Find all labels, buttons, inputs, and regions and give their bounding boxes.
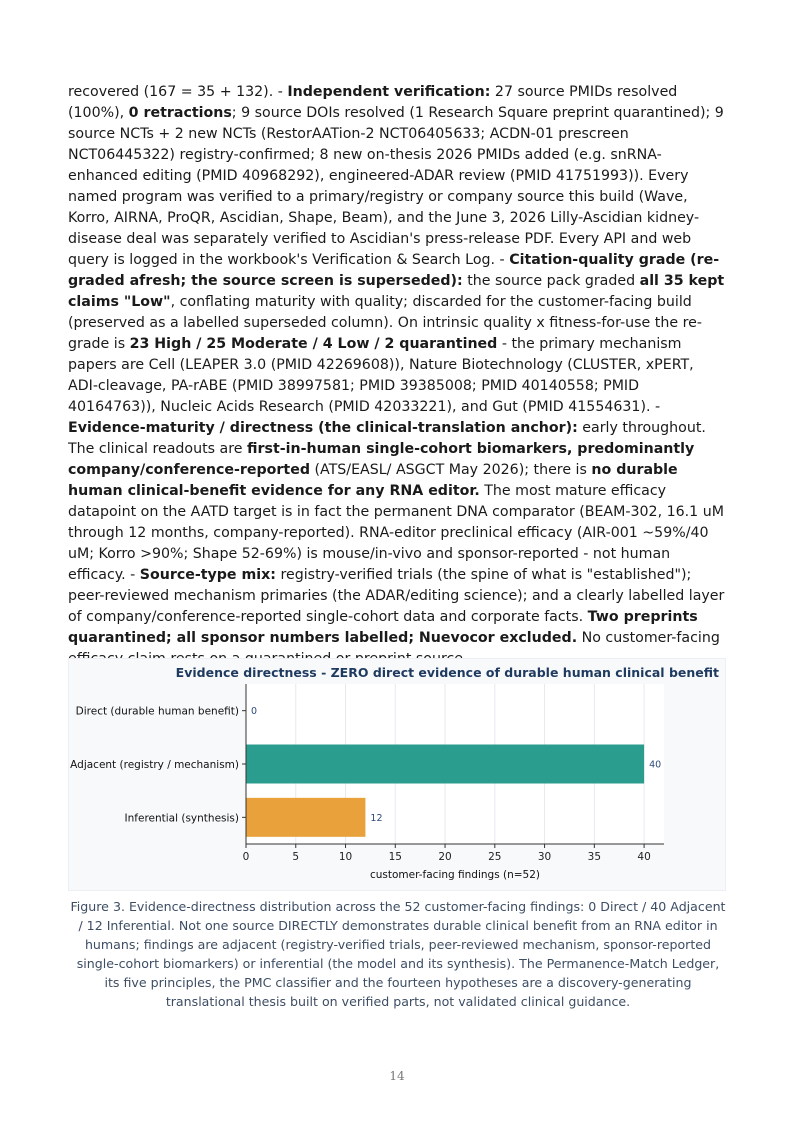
body-text-run: 27 source PMIDs resolved (100%), [68, 84, 678, 121]
body-bold-run: Source-type mix: [139, 567, 276, 583]
body-text-run: , conflating maturity with quality; discarded for the customer-facing build (preserved as a labelled superseded column). On intrinsic quality x fitness-for-use the re-grade is [68, 294, 702, 352]
body-bold-run: first-in-human single-cohort biomarkers, predominantly company/conference-reported [68, 441, 695, 478]
directness-bar-chart [69, 659, 727, 892]
y-tick-label: Direct (durable human benefit) [75, 705, 239, 718]
x-tick-label: 5 [292, 851, 300, 863]
body-bold-run: 23 High / 25 Moderate / 4 Low / 2 quarantined [129, 336, 498, 352]
body-text-run: No customer-facing [581, 630, 720, 646]
x-tick-label: 10 [338, 851, 353, 863]
body-text-run: recovered (167 = 35 + 132). - [68, 84, 288, 100]
body-bold-run: Two preprints quarantined; all sponsor numbers labelled; Nuevocor excluded. [68, 609, 698, 646]
data-label: 40 [649, 759, 662, 771]
body-bold-run: Independent verification: [287, 84, 491, 100]
x-tick-label: 20 [438, 851, 452, 863]
x-tick-label: 0 [242, 851, 250, 863]
body-text-run: The most mature efficacy datapoint on the AATD target is in fact the permanent DNA comparator (BEAM-302, 16.1 uM through 12 months, company-reported). RNA-editor preclinical efficacy (AIR-001 ~59%/40 uM; Korro >90%; Shape 52-69%) is mouse/in-vivo and sponsor-reported - not human efficacy. - [68, 483, 724, 583]
body-text-run: - the primary mechanism papers are Cell (LEAPER 3.0 (PMID 42269608)), Nature Biotechnology (CLUSTER, xPERT, ADI-cleavage, PA-rABE (PMID 38997581; PMID 39385008; PMID 40140558; PMID 40164763)), Nucleic Acids Research (PMID 42033221), and Gut (PMID 41554631). - [68, 336, 694, 415]
body-bold-run: no durable human clinical-benefit evidence for any RNA editor. [68, 462, 678, 499]
body-bold-run: all 35 kept claims "Low" [68, 273, 725, 310]
x-tick-label: 40 [637, 851, 651, 863]
body-text-run: ; 9 source DOIs resolved (1 Research Square preprint quarantined); 9 source NCTs + 2 new NCTs (RestorAATion-2 NCT06405633; ACDN-01 prescreen NCT06445322) registry-confirmed; 8 new on-thesis 2026 PMIDs added (e.g. snRNA-enhanced editing (PMID 40968292), engineered-ADAR review (PMID 41751993)). Every named program was verified to a primary/registry or company source this build (Wave, Korro, AIRNA, ProQR, Ascidian, Shape, Beam), and the June 3, 2026 Lilly-Ascidian kidney-disease deal was separately verified to Ascidian's press-release PDF. Every API and web query is logged in the workbook's Verification & Search Log. - [68, 105, 724, 268]
x-tick-label: 30 [537, 851, 552, 863]
page-number: 14 [389, 1069, 405, 1083]
body-text-run: the source pack graded [462, 273, 640, 289]
body-paragraph [68, 82, 728, 670]
chart-title: Evidence directness - ZERO direct evidence of durable human clinical benefit [175, 665, 719, 680]
body-text-run: registry-verified trials (the spine of what is "established"); peer-reviewed mechanism primaries (the ADAR/editing science); and a clearly labelled layer of company/conference-reported single-cohort data and corporate facts. [68, 567, 725, 625]
bar [246, 798, 365, 837]
y-tick-label: Inferential (synthesis) [124, 812, 239, 825]
figure-3 [68, 658, 726, 891]
x-tick-label: 35 [587, 851, 602, 863]
x-tick-label: 25 [488, 851, 502, 863]
body-text-run: (ATS/EASL/ ASGCT May 2026); there is [309, 462, 592, 478]
body-text-run: early throughout. The clinical readouts are [68, 420, 706, 457]
body-bold-run: 0 retractions [128, 105, 232, 121]
body-bold-run: Citation-quality grade (re-graded afresh; the source screen is superseded): [68, 252, 720, 289]
y-tick-label: Adjacent (registry / mechanism) [70, 759, 239, 771]
figure-caption: Figure 3. Evidence-directness distribution across the 52 customer-facing findings: 0 Direct / 40 Adjacent / 12 Inferential. Not one source DIRECTLY demonstrates durable clinical benefit from an RNA editor in humans; findings are adjacent (registry-verified trials, peer-reviewed mechanism, sponsor-reported single-cohort biomarkers) or inferential (the model and its synthesis). The Permanence-Match Ledger, its five principles, the PMC classifier and the fourteen hypotheses are a discovery-generating translational thesis built on verified parts, not validated clinical guidance. [70, 899, 726, 1009]
bar [246, 745, 644, 784]
body-bold-run: Evidence-maturity / directness (the clinical-translation anchor): [68, 420, 578, 436]
x-tick-label: 15 [388, 851, 402, 863]
data-label: 12 [370, 812, 383, 824]
data-label: 0 [251, 706, 258, 718]
x-axis-label: customer-facing findings (n=52) [369, 869, 541, 881]
